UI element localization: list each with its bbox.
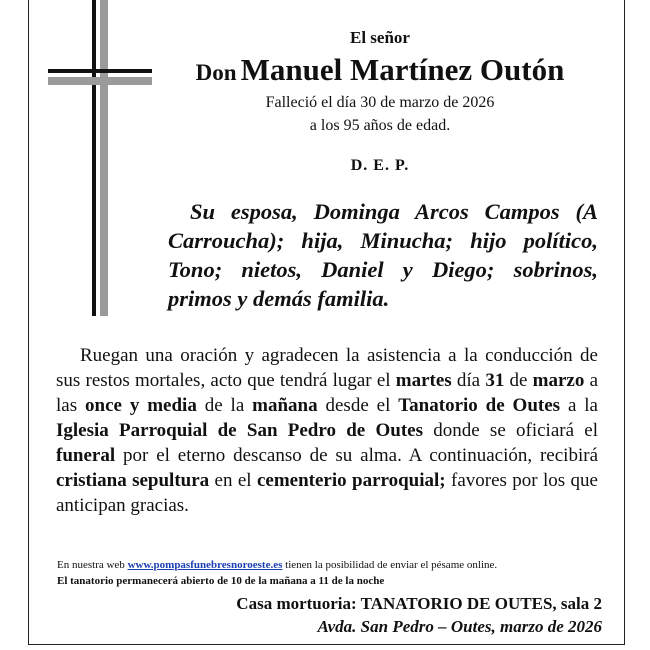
body-segment: Tanatorio de Outes	[398, 395, 561, 416]
opening-hours: El tanatorio permanecerá abierto de 10 de la mañana a 11 de la noche	[57, 575, 385, 587]
body-segment: a la	[560, 395, 598, 416]
body-segment: cementerio parroquial;	[256, 470, 446, 491]
age-line: a los 95 años de edad.	[309, 117, 451, 134]
body-segment: cristiana sepultura	[56, 470, 210, 491]
body-segment: por el eterno descanso de su alma. A continuación, recibirá	[115, 445, 598, 466]
body-segment: en el	[209, 470, 257, 491]
body-segment: Iglesia Parroquial de San Pedro de Outes	[56, 420, 423, 441]
body-segment: Ruegan una oración y agradecen la asistencia a la conducción de sus restos mortales, acto que tendrá lugar el	[56, 345, 598, 391]
body-segment: marzo	[532, 370, 585, 391]
body-segment: desde el	[317, 395, 399, 416]
body-segment: día	[451, 370, 486, 391]
body-segment: martes	[395, 370, 452, 391]
body-segment: donde se oficiará el	[422, 420, 598, 441]
ceremony-paragraph	[56, 343, 598, 518]
cross-icon	[48, 0, 158, 316]
place-date: Avda. San Pedro – Outes, marzo de 2026	[317, 617, 602, 636]
full-name: Manuel Martínez Outón	[240, 52, 565, 87]
family-paragraph: Su esposa, Dominga Arcos Campos (A Carroucha); hija, Minucha; hijo político, Tono; nietos, Daniel y Diego; sobrinos, primos y demás familia.	[168, 199, 598, 311]
web-prefix: En nuestra web	[57, 559, 128, 571]
body-segment: de la	[196, 395, 253, 416]
body-segment: favores por los que anticipan gracias.	[56, 470, 598, 516]
title-line: El señor	[350, 28, 410, 47]
name-prefix: Don	[195, 60, 237, 85]
web-suffix: tienen la posibilidad de enviar el pésame online.	[282, 559, 498, 571]
funeral-home: Casa mortuoria: TANATORIO DE OUTES, sala 2	[236, 594, 602, 613]
deceased-name	[160, 52, 600, 88]
web-note	[57, 559, 602, 571]
dep-line: D. E. P.	[350, 157, 410, 174]
body-segment: de	[504, 370, 533, 391]
body-segment: once y media	[85, 395, 197, 416]
body-segment: funeral	[56, 445, 116, 466]
website-link[interactable]: www.pompasfunebresnoroeste.es	[127, 559, 283, 571]
body-segment: mañana	[252, 395, 318, 416]
body-segment: a las	[56, 370, 599, 416]
body-segment: 31	[485, 370, 505, 391]
death-date-line: Falleció el día 30 de marzo de 2026	[265, 94, 495, 111]
